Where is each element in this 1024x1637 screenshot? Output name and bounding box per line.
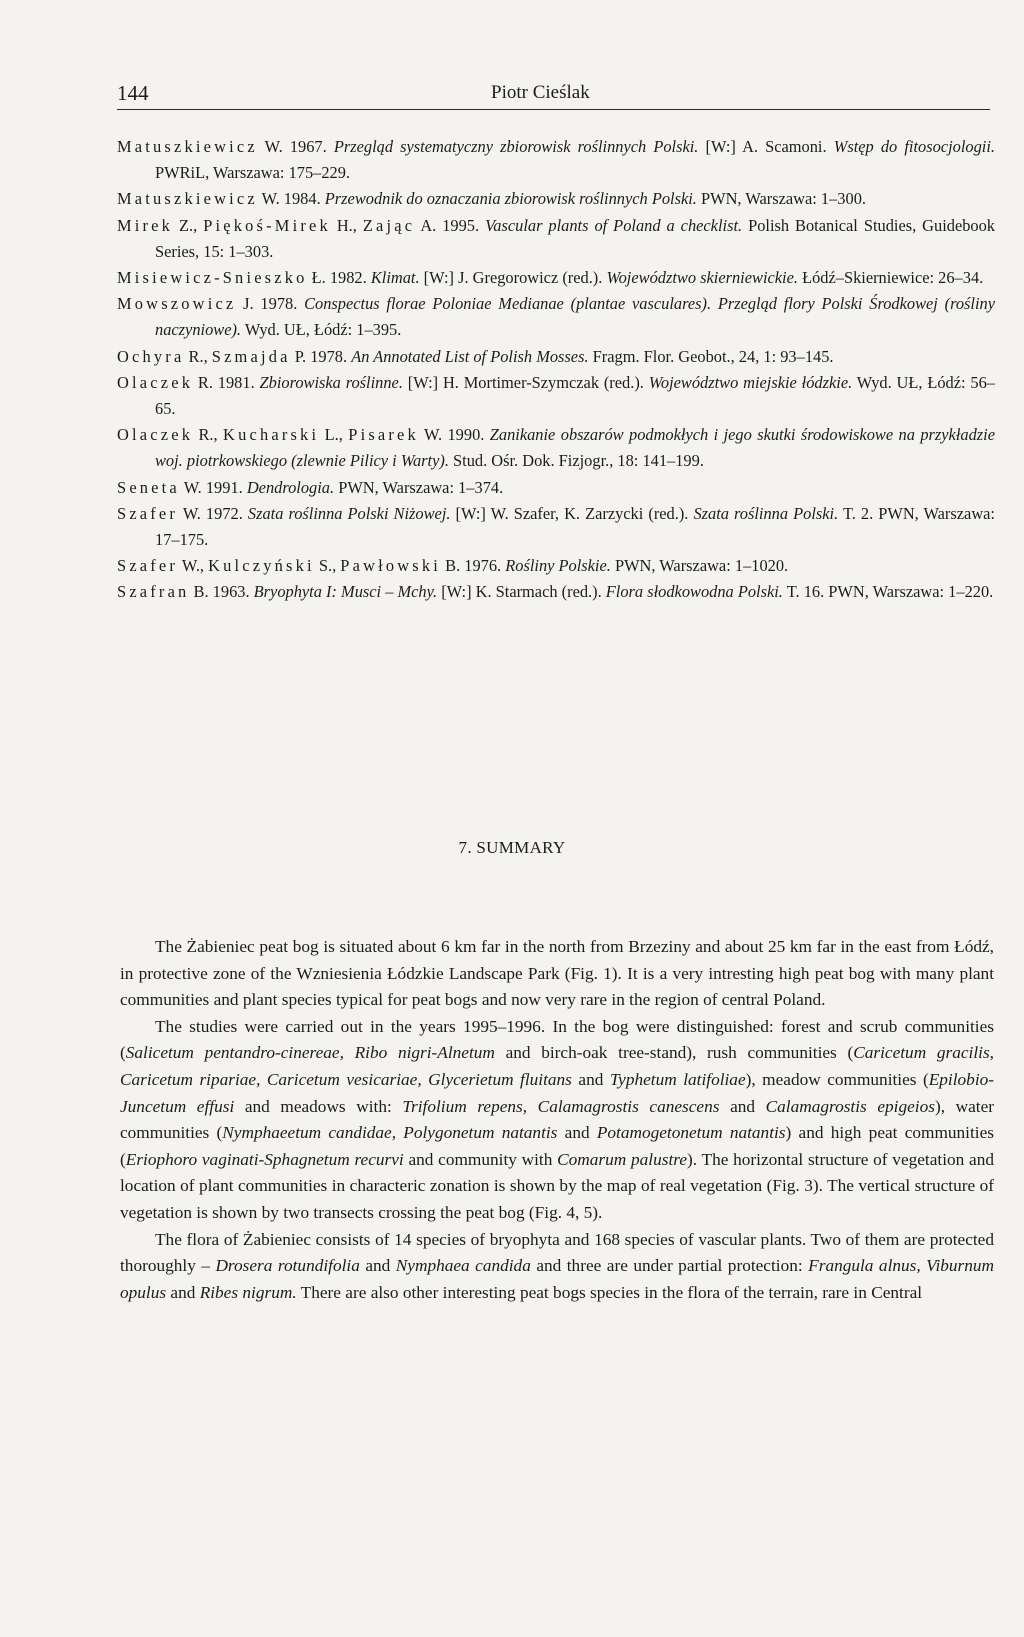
reference-entry (117, 370, 995, 422)
author-name: Kucharski (223, 425, 320, 445)
text-run: W. 1990. (418, 425, 490, 445)
text-run: B. 1976. (441, 556, 506, 576)
text-run: Ł. 1982. (307, 268, 371, 288)
summary-paragraph (120, 1014, 994, 1227)
running-author: Piotr Cieślak (491, 82, 590, 103)
text-run: The Żabieniec peat bog is situated about 6 km far in the north from Brzeziny and about 25 km far in the east from Łódź, in protective zone of the Wzniesienia Łódzkie Landscape Park (Fig. 1). It is a very intresting high peat bog with many plant communities and plant species typical for peat bogs and now very rare in the region of central Poland. (120, 937, 994, 1010)
text-run: PWN, Warszawa: 1–300. (696, 189, 866, 209)
italic-text: Rośliny Polskie. (505, 556, 611, 576)
author-name: Szafran (117, 582, 190, 602)
italic-text: Conspectus florae Poloniae Medianae (plantae vasculares). Przegląd flory Polski Środkowej (rośliny naczyniowe). (155, 294, 995, 340)
text-run: and (359, 1256, 396, 1276)
author-name: Misiewicz-Snieszko (117, 268, 308, 288)
reference-entry (117, 134, 995, 186)
text-run: S., (314, 556, 341, 576)
italic-text: Bryophyta I: Musci – Mchy. (253, 582, 438, 602)
italic-text: Caricetum gracilis, Caricetum ripariae, Caricetum vesicariae, Glycerietum fluitans (120, 1043, 994, 1089)
italic-text: Dendrologia. (246, 477, 335, 497)
text-run: and (571, 1069, 610, 1089)
italic-text: Ribes nigrum. (199, 1282, 297, 1302)
author-name: Szafer (117, 503, 179, 523)
author-name: Szafer (117, 556, 179, 576)
text-run: Łódź–Skierniewice: 26–34. (797, 268, 984, 288)
text-run: ), water communities ( (120, 1096, 994, 1143)
italic-text: Nymphaeetum candidae, Polygonetum natantis (222, 1123, 558, 1143)
text-run: and three are under partial protection: (530, 1256, 809, 1276)
text-run: Polish Botanical Studies, Guidebook Series, 15: 1–303. (155, 215, 996, 261)
text-run: [W:] K. Starmach (red.). (437, 582, 606, 602)
text-run: Z., (173, 215, 204, 235)
italic-text: Trifolium repens, Calamagrostis canescens (402, 1096, 720, 1116)
reference-entry (117, 344, 995, 370)
italic-text: Frangula alnus, Viburnum opulus (120, 1256, 995, 1302)
text-run: Wyd. UŁ, Łódź: 56–65. (155, 372, 995, 419)
text-run: [W:] H. Mortimer-Szymczak (red.). (402, 372, 649, 392)
italic-text: Epilobio-Juncetum effusi (120, 1069, 995, 1116)
text-run: and birch-oak tree-stand), rush communities ( (494, 1043, 854, 1063)
text-run: and (719, 1096, 766, 1116)
italic-text: Comarum palustre (557, 1149, 688, 1169)
text-run: [W:] J. Gregorowicz (red.). (419, 268, 607, 288)
text-run: T. 16. PWN, Warszawa: 1–220. (782, 582, 994, 602)
italic-text: Województwo miejskie łódzkie. (648, 372, 853, 392)
italic-text: Salicetum pentandro-cinereae, Ribo nigri-Alnetum (125, 1043, 495, 1063)
text-run: ), meadow communities ( (745, 1069, 929, 1089)
reference-entry (117, 265, 995, 291)
italic-text: Przegląd systematyczny zbiorowisk roślinnych Polski. (333, 137, 699, 156)
text-run: PWRiL, Warszawa: 175–229. (155, 163, 351, 183)
author-name: Kulczyński (208, 556, 315, 576)
italic-text: Szata roślinna Polski. (693, 503, 839, 523)
text-run: W. 1972. (178, 503, 248, 523)
text-run: B. 1963. (189, 582, 254, 602)
text-run: W. 1984. (257, 189, 325, 209)
italic-text: Eriophoro vaginati-Sphagnetum recurvi (125, 1149, 404, 1169)
text-run: Fragm. Flor. Geobot., 24, 1: 93–145. (588, 346, 834, 366)
text-run: J. 1978. (236, 294, 305, 314)
author-name: Matuszkiewicz (117, 137, 258, 156)
italic-text: Województwo skierniewickie. (606, 268, 798, 288)
page-number: 144 (117, 81, 149, 105)
text-run: R., (184, 346, 212, 366)
author-name: Mirek (117, 215, 174, 235)
author-name: Piękoś-Mirek (203, 215, 331, 235)
running-header (117, 75, 990, 110)
text-run: The studies were carried out in the years 1995–1996. In the bog were distinguished: forest and scrub communities ( (120, 1016, 994, 1063)
italic-text: An Annotated List of Polish Mosses. (351, 346, 589, 366)
text-run: and (166, 1282, 200, 1302)
author-name: Zając (362, 215, 416, 235)
summary-paragraph (120, 934, 994, 1014)
text-run: The flora of Żabieniec consists of 14 species of bryophyta and 168 species of vascular plants. Two of them are protected thoroughly – (120, 1229, 994, 1276)
reference-entry (117, 291, 995, 343)
italic-text: Zanikanie obszarów podmokłych i jego skutki środowiskowe na przykładzie woj. piotrkowskiego (zlewnie Pilicy i Warty). (155, 425, 995, 471)
text-run: T. 2. PWN, Warszawa: 17–175. (155, 503, 995, 550)
summary-heading: 7. SUMMARY (458, 838, 566, 857)
italic-text: Zbiorowiska roślinne. (259, 372, 403, 392)
text-run: ) and high peat communities ( (120, 1123, 994, 1169)
author-name: Mowszowicz (117, 294, 237, 314)
text-run: Stud. Ośr. Dok. Fizjogr., 18: 141–199. (448, 451, 704, 471)
author-name: Pisarek (348, 425, 419, 445)
reference-entry (117, 186, 995, 212)
text-run: PWN, Warszawa: 1–374. (334, 477, 504, 497)
italic-text: Calamagrostis epigeios (765, 1096, 935, 1116)
reference-entry (117, 579, 995, 605)
text-run: A. 1995. (415, 215, 486, 235)
italic-text: Flora słodkowodna Polski. (605, 582, 783, 602)
text-run: Wyd. UŁ, Łódź: 1–395. (241, 320, 402, 340)
text-run: and meadows with: (234, 1096, 403, 1116)
author-name: Seneta (117, 477, 180, 497)
text-run: R. 1981. (193, 372, 260, 392)
text-run: [W:] A. Scamoni. (698, 137, 834, 156)
reference-entry (117, 501, 995, 553)
reference-list (117, 134, 995, 606)
reference-entry (117, 553, 995, 579)
italic-text: Klimat. (370, 268, 420, 288)
italic-text: Nymphaea candida (395, 1256, 531, 1276)
text-run: [W:] W. Szafer, K. Zarzycki (red.). (450, 503, 694, 523)
author-name: Pawłowski (340, 556, 442, 576)
author-name: Szmajda (211, 346, 291, 366)
text-run: L., (319, 425, 349, 445)
reference-entry (117, 213, 995, 265)
italic-text: Wstęp do fitosocjologii. (833, 137, 995, 156)
summary-paragraph (120, 1227, 994, 1307)
text-run: There are also other interesting peat bogs species in the flora of the terrain, rare in Central (296, 1282, 923, 1302)
reference-entry (117, 422, 995, 474)
summary-body (120, 934, 994, 1306)
text-run: P. 1978. (290, 346, 352, 366)
text-run: W. 1991. (179, 477, 247, 497)
italic-text: Vascular plants of Poland a checklist. (485, 215, 743, 235)
author-name: Matuszkiewicz (117, 189, 258, 209)
italic-text: Typhetum latifoliae (609, 1069, 746, 1089)
text-run: and community with (403, 1149, 558, 1169)
text-run: and (557, 1123, 597, 1143)
text-run: W., (178, 556, 209, 576)
text-run: ). The horizontal structure of vegetation and location of plant communities in characteric zonation is shown by the map of real vegetation (Fig. 3). The vertical structure of vegetation is shown by two transects crossing the peat bog (Fig. 4, 5). (120, 1149, 994, 1222)
italic-text: Potamogetonetum natantis (596, 1123, 786, 1143)
text-run: H., (330, 215, 363, 235)
text-run: PWN, Warszawa: 1–1020. (610, 556, 789, 576)
italic-text: Szata roślinna Polski Niżowej. (247, 503, 451, 523)
author-name: Olaczek (117, 372, 194, 392)
author-name: Olaczek (117, 425, 194, 445)
author-name: Ochyra (117, 346, 185, 366)
italic-text: Przewodnik do oznaczania zbiorowisk roślinnych Polski. (324, 189, 697, 209)
text-run: W. 1967. (257, 137, 334, 156)
italic-text: Drosera rotundifolia (215, 1256, 360, 1276)
reference-entry (117, 475, 995, 501)
text-run: R., (193, 425, 224, 445)
